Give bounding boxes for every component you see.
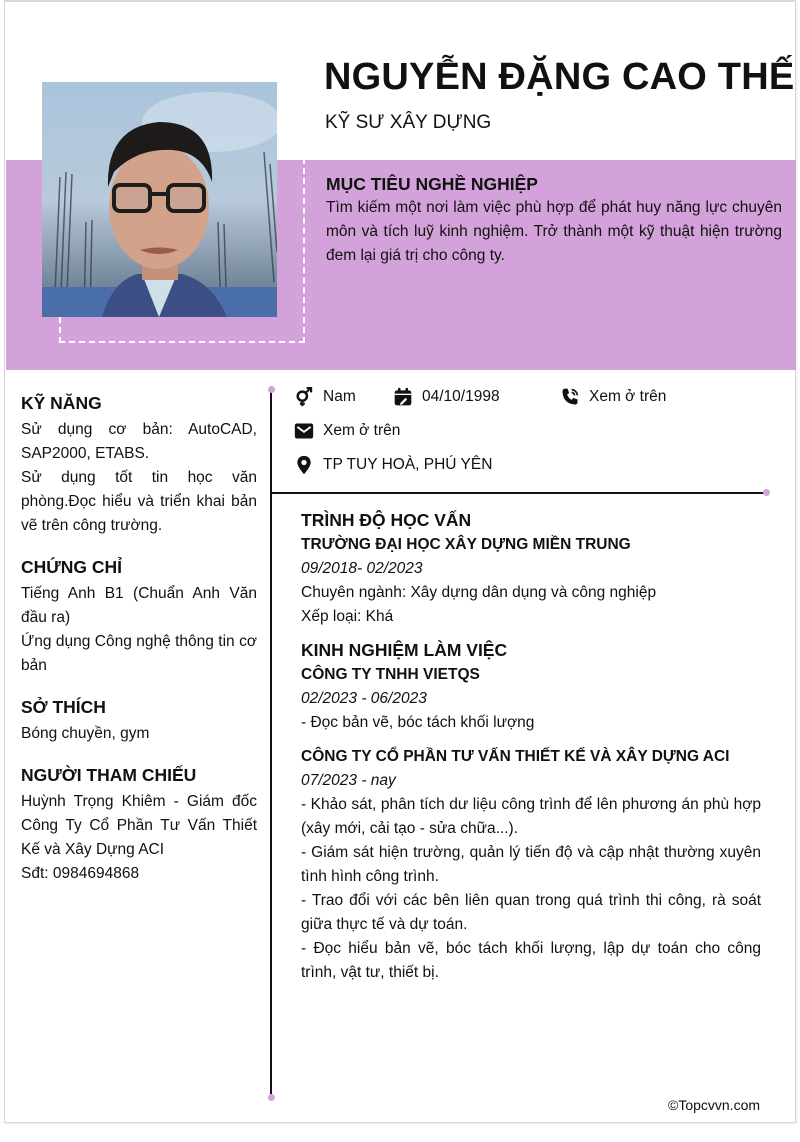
calendar-icon	[393, 387, 413, 407]
gender-value: Nam	[323, 388, 356, 405]
education-major: Chuyên ngành: Xây dựng dân dụng và công nghiệp	[301, 584, 657, 601]
job-period: 07/2023 - nay	[301, 772, 396, 789]
address-item	[294, 455, 492, 475]
right-column	[301, 509, 761, 985]
phone-value: Xem ở trên	[589, 388, 667, 405]
location-pin-icon	[294, 455, 314, 475]
envelope-icon	[294, 421, 314, 441]
divider-dot-top	[268, 386, 275, 393]
column-divider	[270, 389, 272, 1098]
section-heading: NGƯỜI THAM CHIẾU	[21, 765, 197, 785]
job-duty: - Khảo sát, phân tích dư liệu công trình để lên phương án phù hợp (xây mới, cải tạo - sửa chữa...).	[301, 796, 761, 837]
school-name: TRƯỜNG ĐẠI HỌC XÂY DỰNG MIỀN TRUNG	[301, 536, 631, 553]
objective-text: Tìm kiếm một nơi làm việc phù hợp để phát huy năng lực chuyên môn và tích luỹ kinh nghiệm. Trở thành một kỹ thuật hiện trường đem lại giá trị cho công ty.	[326, 199, 782, 264]
phone-item	[560, 387, 666, 407]
job-title: KỸ SƯ XÂY DỰNG	[325, 112, 492, 133]
job-entry	[301, 663, 761, 735]
skills-line: Sử dụng cơ bản: AutoCAD, SAP2000, ETABS.	[21, 421, 257, 462]
experience-section	[301, 639, 761, 985]
section-heading: SỞ THÍCH	[21, 697, 106, 717]
candidate-name: NGUYỄN ĐẶNG CAO THẾ	[324, 56, 795, 98]
gender-item	[294, 387, 356, 407]
section-heading: KỸ NĂNG	[21, 393, 102, 413]
divider-dot-right	[763, 489, 770, 496]
email-value: Xem ở trên	[323, 422, 401, 439]
address-value: TP TUY HOÀ, PHÚ YÊN	[323, 456, 493, 473]
divider-dot-bottom	[268, 1094, 275, 1101]
job-entry	[301, 745, 761, 985]
education-section	[301, 509, 761, 629]
job-duty: - Trao đổi với các bên liên quan trong quá trình thi công, rà soát giữa thực tế và dự toán.	[301, 892, 761, 933]
skills-line: Sử dụng tốt tin học văn phòng.Đọc hiểu và triển khai bản vẽ trên công trường.	[21, 469, 257, 534]
career-objective-section	[326, 173, 782, 268]
birthday-item	[393, 387, 500, 407]
certificate-line: Tiếng Anh B1 (Chuẩn Anh Văn đầu ra)	[21, 585, 257, 626]
section-heading: TRÌNH ĐỘ HỌC VẤN	[301, 510, 472, 530]
reference-phone: Sđt: 0984694868	[21, 865, 140, 882]
company-name: CÔNG TY CỔ PHẦN TƯ VẤN THIẾT KẾ VÀ XÂY DỰNG ACI	[301, 748, 730, 765]
hobby-line: Bóng chuyền, gym	[21, 725, 150, 742]
hobbies-section	[21, 696, 257, 746]
reference-line: Huỳnh Trọng Khiêm - Giám đốc Công Ty Cổ Phần Tư Vấn Thiết Kế và Xây Dựng ACI	[21, 793, 257, 858]
section-heading: MỤC TIÊU NGHỀ NGHIỆP	[326, 174, 538, 194]
email-item	[294, 421, 400, 441]
profile-photo	[42, 82, 277, 317]
section-heading: KINH NGHIỆM LÀM VIỆC	[301, 640, 508, 660]
job-duty: - Đọc bản vẽ, bóc tách khối lượng	[301, 714, 535, 731]
phone-icon	[560, 387, 580, 407]
portrait-illustration	[42, 82, 277, 317]
education-grade: Xếp loại: Khá	[301, 608, 394, 625]
education-period: 09/2018- 02/2023	[301, 560, 423, 577]
skills-section	[21, 392, 257, 538]
contact-divider	[271, 492, 765, 494]
job-duty: - Giám sát hiện trường, quản lý tiến độ và cập nhật thường xuyên tình hình công trình.	[301, 844, 761, 885]
references-section	[21, 764, 257, 886]
job-duty: - Đọc hiểu bản vẽ, bóc tách khối lượng, lập dự toán cho công trình, vật tư, thiết bị.	[301, 940, 761, 981]
watermark: ©Topcvvn.com	[668, 1097, 761, 1113]
birthday-value: 04/10/1998	[422, 388, 500, 405]
company-name: CÔNG TY TNHH VIETQS	[301, 666, 480, 683]
certificates-section	[21, 556, 257, 678]
gender-icon	[294, 387, 314, 407]
section-heading: CHỨNG CHỈ	[21, 557, 123, 577]
left-column	[21, 392, 257, 900]
certificate-line: Ứng dụng Công nghệ thông tin cơ bản	[21, 633, 257, 674]
job-period: 02/2023 - 06/2023	[301, 690, 427, 707]
